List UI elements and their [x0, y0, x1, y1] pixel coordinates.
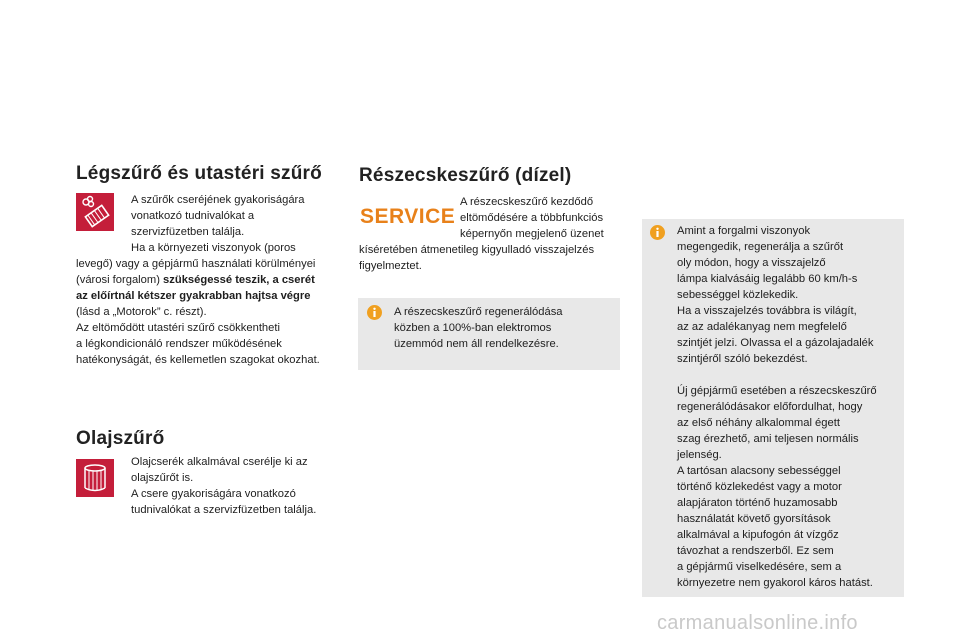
air-text-line: Ha a környezeti viszonyok (poros [131, 242, 296, 254]
air-filter-icon [76, 193, 114, 231]
air-text-line [76, 272, 315, 288]
electric-note-line: A részecskeszűrő regenerálódása [394, 306, 563, 318]
oil-filter-heading: Olajszűrő [76, 428, 165, 449]
watermark: carmanualsonline.info [657, 612, 858, 634]
air-text-line: levegő) vagy a gépjármű használati körülményei [76, 258, 316, 270]
particle-text-line: kíséretében átmenetileg kigyulladó visszajelzés [359, 244, 595, 256]
air-text-line: hatékonyságát, és kellemetlen szagokat okozhat. [76, 354, 320, 366]
regen-note-line: a gépjármű viselkedésére, sem a [677, 561, 842, 573]
regen-note-line: regenerálódásakor előfordulhat, hogy [677, 401, 863, 413]
regen-note-line: alkalmával a kipufogón át vízgőz [677, 529, 839, 541]
air-text-bold: szükségessé teszik, a cserét [163, 274, 315, 286]
regen-note-line: használatát követő gyorsítások [677, 513, 831, 525]
air-text-line: Az eltömődött utastéri szűrő csökkentheti [76, 322, 280, 334]
electric-note-line: üzemmód nem áll rendelkezésre. [394, 338, 559, 350]
regen-note-line: szintjét jelzi. Olvassa el a gázolajadalék [677, 337, 874, 349]
air-text-plain: (városi forgalom) [76, 274, 160, 286]
regen-note-line: szintjéről szóló bekezdést. [677, 353, 808, 365]
air-text-line: szervizfüzetben találja. [131, 226, 245, 238]
air-filter-heading: Légszűrő és utastéri szűrő [76, 163, 322, 184]
regen-note-line: környezetre nem gyakorol káros hatást. [677, 577, 873, 589]
regen-note-line: Ha a visszajelzés továbbra is világít, [677, 305, 857, 317]
air-text-line: a légkondicionáló rendszer működésének [76, 338, 282, 350]
regen-note-line: sebességgel közlekedik. [677, 289, 799, 301]
regen-note-line: lámpa kialvásáig legalább 60 km/h-s [677, 273, 858, 285]
particle-text-line: A részecskeszűrő kezdődő [460, 196, 594, 208]
oil-filter-icon [76, 459, 114, 497]
regen-note-line: megengedik, regenerálja a szűrőt [677, 241, 844, 253]
info-icon [650, 225, 665, 240]
regen-note-line: történő közlekedést vagy a motor [677, 481, 842, 493]
air-text-line: vonatkozó tudnivalókat a [131, 210, 255, 222]
regen-note-line: A tartósan alacsony sebességgel [677, 465, 841, 477]
air-text-line: A szűrők cseréjének gyakoriságára [131, 194, 305, 206]
particle-text-line: figyelmeztet. [359, 260, 422, 272]
oil-text-line: olajszűrőt is. [131, 472, 194, 484]
regen-note-line: jelenség. [677, 449, 722, 461]
particle-text-line: képernyőn megjelenő üzenet [460, 228, 604, 240]
info-icon [367, 305, 382, 320]
regen-note-line: távozhat a rendszerből. Ez sem [677, 545, 834, 557]
oil-text-line: A csere gyakoriságára vonatkozó [131, 488, 296, 500]
regen-note-line: Amint a forgalmi viszonyok [677, 225, 811, 237]
oil-text-line: tudnivalókat a szervizfüzetben találja. [131, 504, 317, 516]
air-text-line: (lásd a „Motorok” c. részt). [76, 306, 207, 318]
air-text-line-bold [76, 288, 310, 304]
air-text-bold: az előírtnál kétszer gyakrabban hajtsa végre [76, 290, 311, 302]
particle-filter-heading: Részecskeszűrő (dízel) [359, 165, 572, 186]
regen-note-line: oly módon, hogy a visszajelző [677, 257, 826, 269]
regen-note-line: alapjáraton történő huzamosabb [677, 497, 838, 509]
oil-text-line: Olajcserék alkalmával cserélje ki az [131, 456, 308, 468]
regen-note-line: az az adalékanyag nem megfelelő [677, 321, 847, 333]
particle-text-line: eltömődésére a többfunkciós [460, 212, 604, 224]
electric-note-line: közben a 100%-ban elektromos [394, 322, 552, 334]
regen-note-line: az első néhány alkalommal égett [677, 417, 840, 429]
regen-note-line: Új gépjármű esetében a részecskeszűrő [677, 385, 877, 397]
regen-note-line: szag érezhető, ami teljesen normális [677, 433, 859, 445]
service-warning-icon: SERVICE [360, 197, 448, 237]
